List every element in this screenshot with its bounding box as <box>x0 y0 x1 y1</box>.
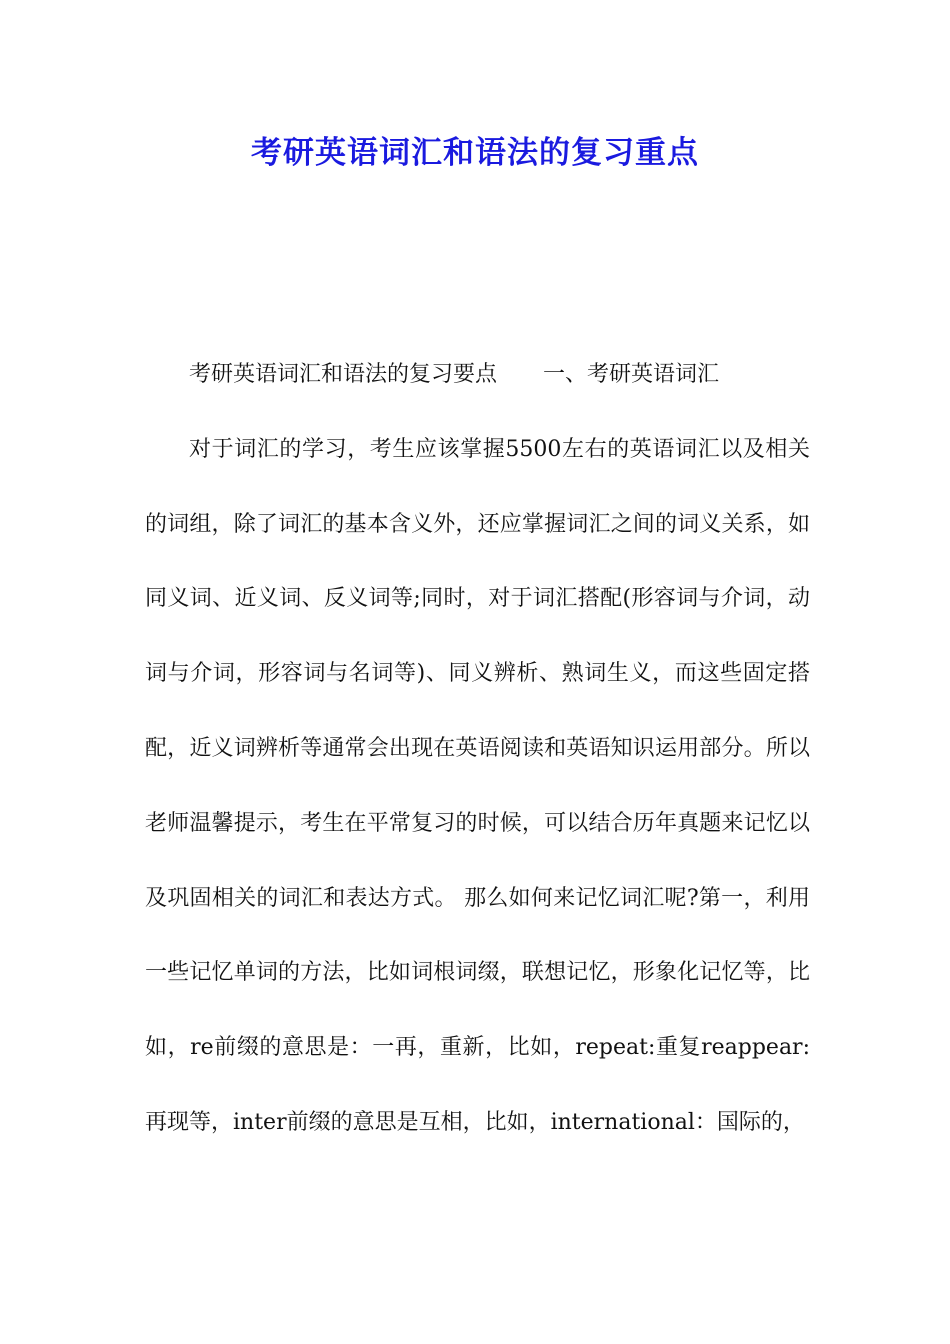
section-heading: 一、考研英语词汇 <box>543 362 720 387</box>
intro-line <box>145 338 810 413</box>
document-body <box>145 338 810 1161</box>
document-title: 考研英语词汇和语法的复习重点 <box>251 135 699 171</box>
body-paragraph: 对于词汇的学习，考生应该掌握5500左右的英语词汇以及相关的词组，除了词汇的基本含义外，还应掌握词汇之间的词义关系，如同义词、近义词、反义词等;同时，对于词汇搭配(形容词与介词，动词与介词，形容词与名词等)、同义辨析、熟词生义，而这些固定搭配，近义词辨析等通常会出现在英语阅读和英语知识运用部分。所以老师温馨提示，考生在平常复习的时候，可以结合历年真题来记忆以及巩固相关的词汇和表达方式。 那么如何来记忆词汇呢?第一，利用一些记忆单词的方法，比如词根词缀，联想记忆，形象化记忆等，比如，re前缀的意思是：一再，重新，比如，repeat:重复reappear:再现等，inter前缀的意思是互相，比如，international：国际的， <box>145 436 810 1135</box>
intro-left-text: 考研英语词汇和语法的复习要点 <box>189 362 498 387</box>
